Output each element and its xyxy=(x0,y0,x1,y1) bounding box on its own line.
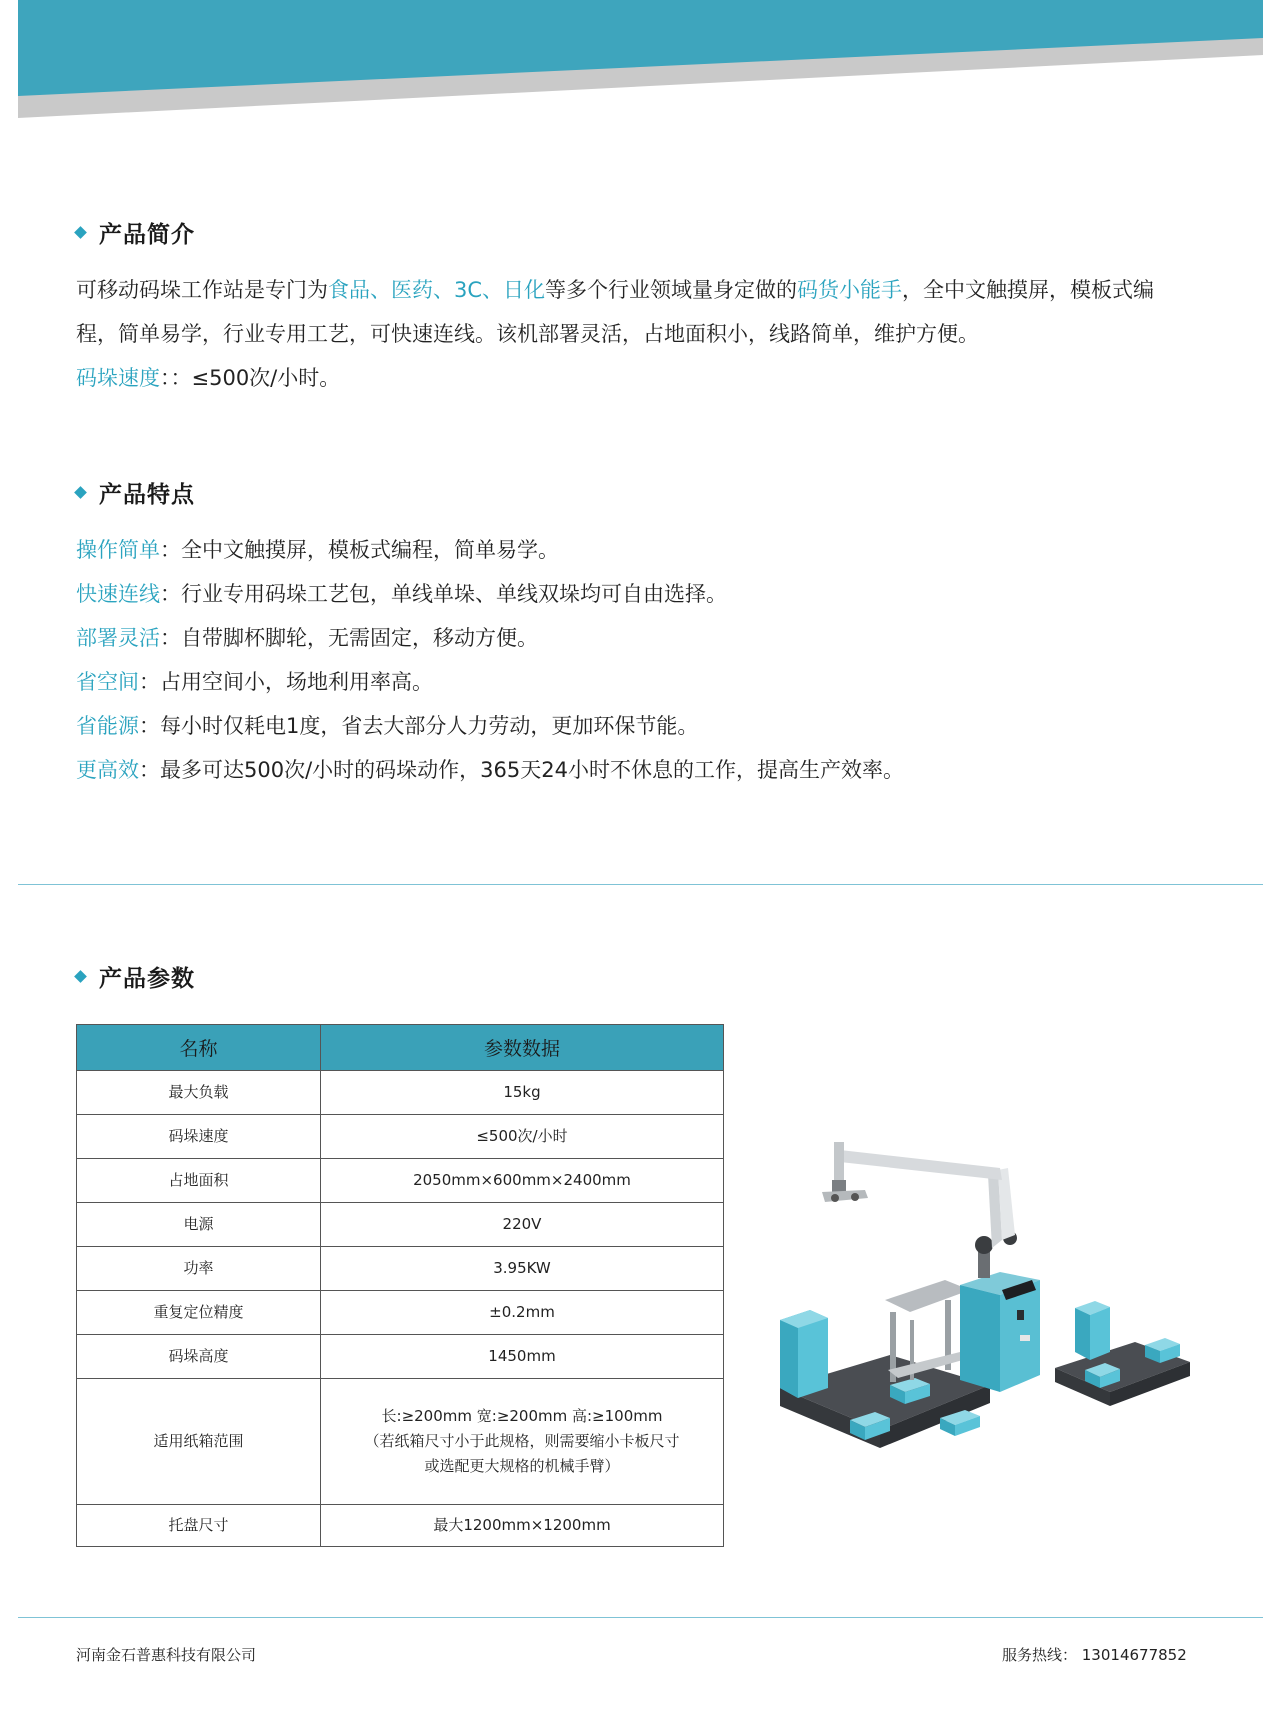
header-value: 参数数据 xyxy=(321,1025,724,1071)
table-row xyxy=(77,1505,724,1547)
intro-title: 产品简介 xyxy=(99,222,195,248)
diamond-bullet-icon xyxy=(74,486,87,499)
param-value-line: （若纸箱尺寸小于此规格，则需要缩小卡板尺寸 xyxy=(364,1432,680,1450)
param-value: 最大1200mm×1200mm xyxy=(321,1505,724,1547)
table-row xyxy=(77,1291,724,1335)
palletizing-robot-image xyxy=(770,1130,1200,1500)
intro-text-2: 等多个行业领域量身定做的 xyxy=(545,278,798,302)
feature-item xyxy=(76,748,904,792)
params-title: 产品参数 xyxy=(99,966,195,992)
feature-item xyxy=(76,528,559,572)
intro-text-3: ，全中文触摸屏，模板式编程，简单易学，行业专用工艺，可快速连线。该机部署灵活，占地面积小，线路简单，维护方便。 xyxy=(76,278,1155,346)
feature-key: 快速连线 xyxy=(76,582,160,606)
param-value-line: 或选配更大规格的机械手臂） xyxy=(424,1457,620,1475)
param-name: 码垛高度 xyxy=(77,1335,321,1379)
params-heading xyxy=(76,960,195,993)
param-value xyxy=(321,1379,724,1505)
diamond-bullet-icon xyxy=(74,226,87,239)
table-row xyxy=(77,1203,724,1247)
table-row xyxy=(77,1159,724,1203)
feature-text: ：最多可达500次/小时的码垛动作，365天24小时不休息的工作，提高生产效率。 xyxy=(139,758,904,782)
param-name: 托盘尺寸 xyxy=(77,1505,321,1547)
features-title: 产品特点 xyxy=(99,482,195,508)
feature-item xyxy=(76,660,433,704)
param-value: 3.95KW xyxy=(321,1247,724,1291)
feature-item xyxy=(76,572,727,616)
feature-key: 省空间 xyxy=(76,670,139,694)
param-name: 最大负载 xyxy=(77,1071,321,1115)
intro-text-1: 可移动码垛工作站是专门为 xyxy=(76,278,328,302)
footer-divider xyxy=(18,1617,1263,1618)
param-value: 220V xyxy=(321,1203,724,1247)
section-divider xyxy=(18,884,1263,885)
intro-industries: 食品、医药、3C、日化 xyxy=(328,278,546,302)
intro-paragraph xyxy=(76,268,1196,400)
param-name: 适用纸箱范围 xyxy=(77,1379,321,1505)
feature-key: 更高效 xyxy=(76,758,139,782)
param-name: 电源 xyxy=(77,1203,321,1247)
intro-highlight: 码货小能手 xyxy=(797,278,903,302)
table-row xyxy=(77,1115,724,1159)
header-banner xyxy=(0,0,1275,130)
feature-item xyxy=(76,616,538,660)
table-row xyxy=(77,1335,724,1379)
table-header-row xyxy=(77,1025,724,1071)
params-table xyxy=(76,1024,724,1547)
param-name: 重复定位精度 xyxy=(77,1291,321,1335)
speed-value: ：：≤500次/小时。 xyxy=(160,366,341,390)
param-value: ≤500次/小时 xyxy=(321,1115,724,1159)
feature-key: 省能源 xyxy=(76,714,139,738)
table-row xyxy=(77,1379,724,1505)
service-hotline: 服务热线： 13014677852 xyxy=(1002,1646,1187,1664)
feature-item xyxy=(76,704,698,748)
feature-text: ：每小时仅耗电1度，省去大部分人力劳动，更加环保节能。 xyxy=(139,714,699,738)
intro-heading xyxy=(76,216,195,249)
feature-text: ：全中文触摸屏，模板式编程，简单易学。 xyxy=(160,538,559,562)
feature-text: ：行业专用码垛工艺包，单线单垛、单线双垛均可自由选择。 xyxy=(160,582,727,606)
param-name: 功率 xyxy=(77,1247,321,1291)
diamond-bullet-icon xyxy=(74,970,87,983)
table-row xyxy=(77,1071,724,1115)
speed-label: 码垛速度 xyxy=(76,366,160,390)
param-value: 1450mm xyxy=(321,1335,724,1379)
param-value: 15kg xyxy=(321,1071,724,1115)
company-name: 河南金石普惠科技有限公司 xyxy=(76,1646,257,1664)
feature-text: ：占用空间小，场地利用率高。 xyxy=(139,670,433,694)
table-row xyxy=(77,1247,724,1291)
feature-key: 部署灵活 xyxy=(76,626,160,650)
param-value: ±0.2mm xyxy=(321,1291,724,1335)
param-value-line: 长:≥200mm 宽:≥200mm 高:≥100mm xyxy=(381,1407,663,1425)
param-value: 2050mm×600mm×2400mm xyxy=(321,1159,724,1203)
feature-text: ：自带脚杯脚轮，无需固定，移动方便。 xyxy=(160,626,538,650)
param-name: 码垛速度 xyxy=(77,1115,321,1159)
feature-key: 操作简单 xyxy=(76,538,160,562)
header-name: 名称 xyxy=(77,1025,321,1071)
param-name: 占地面积 xyxy=(77,1159,321,1203)
features-heading xyxy=(76,476,195,509)
